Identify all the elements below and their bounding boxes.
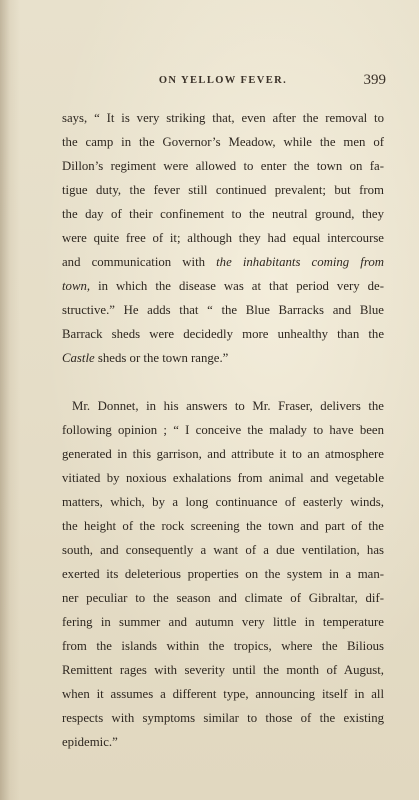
text-line: Barrack sheds were decidedly more unhealthy than the [62, 327, 384, 341]
text-line: respects with symptoms similar to those of the existing [62, 711, 384, 725]
text-line: vitiated by noxious exhalations from animal and vegetable [62, 471, 384, 485]
text-line: south, and consequently a want of a due ventilation, has [62, 543, 384, 557]
text-line [62, 279, 384, 294]
text-line: ner peculiar to the season and climate of Gibraltar, dif- [62, 591, 384, 605]
text-line: generated in this garrison, and attribute it to an atmosphere [62, 447, 384, 461]
text-line [62, 255, 384, 270]
text-line: Remittent rages with severity until the month of August, [62, 663, 384, 677]
text-line: structive.” He adds that “ the Blue Barracks and Blue [62, 303, 384, 317]
text-line: were quite free of it; although they had equal intercourse [62, 231, 384, 245]
italic-text: the inhabitants coming from [216, 255, 385, 269]
text-line: the height of the rock screening the town and part of the [62, 519, 384, 533]
italic-text: town, [62, 279, 91, 293]
text-line: from the islands within the tropics, where the Bilious [62, 639, 384, 653]
text-line: tigue duty, the fever still continued prevalent; but from [62, 183, 384, 197]
text-segment: and communication with [62, 255, 217, 269]
text-line: Dillon’s regiment were allowed to enter the town on fa- [62, 159, 384, 173]
text-line: exerted its deleterious properties on the system in a man- [62, 567, 384, 581]
text-segment: sheds or the town range.” [94, 351, 229, 365]
text-line: when it assumes a different type, announcing itself in all [62, 687, 384, 701]
italic-text: Castle [62, 351, 95, 365]
running-head: ON YELLOW FEVER. [158, 75, 288, 86]
text-line: epidemic.” [62, 735, 118, 749]
text-line: the camp in the Governor’s Meadow, while the men of [62, 135, 384, 149]
text-line: fering in summer and autumn very little in temperature [62, 615, 384, 629]
page-number: 399 [363, 72, 386, 88]
text-line: matters, which, by a long continuance of easterly winds, [62, 495, 384, 509]
text-line: following opinion ; “ I conceive the malady to have been [62, 423, 384, 437]
text-line: says, “ It is very striking that, even after the removal to [62, 111, 384, 125]
text-segment: in which the disease was at that period very de- [90, 279, 384, 293]
text-line: Mr. Donnet, in his answers to Mr. Fraser, delivers the [72, 399, 384, 413]
text-line: the day of their confinement to the neutral ground, they [62, 207, 384, 221]
text-line [62, 351, 384, 366]
